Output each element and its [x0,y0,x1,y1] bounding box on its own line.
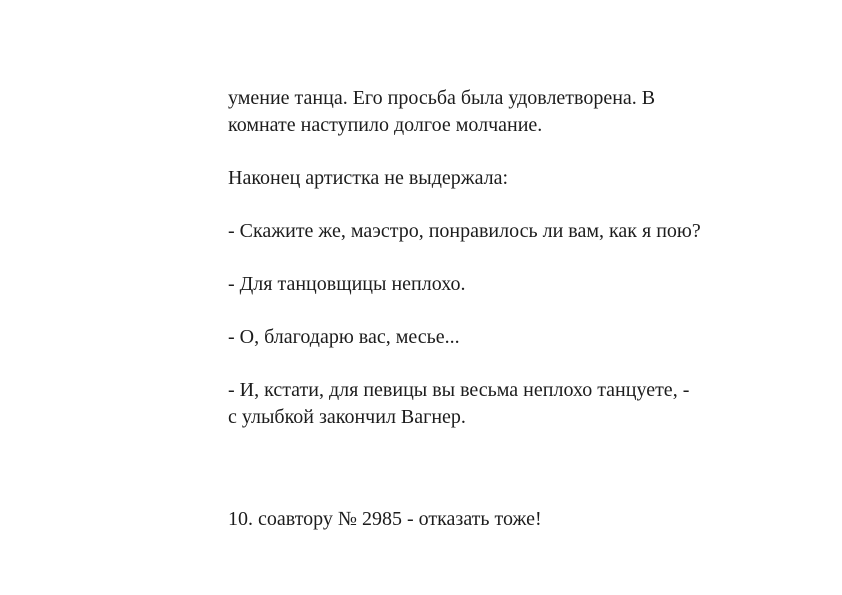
paragraph-text: 10. соавтору № 2985 - отказать тоже! [228,508,542,530]
text-paragraph [228,85,788,139]
text-paragraph [228,165,788,192]
text-paragraph [228,506,788,533]
text-paragraph [228,271,788,298]
paragraph-text: - О, благодарю вас, месье... [228,326,460,348]
paragraph-text: - И, кстати, для певицы вы весьма неплохо танцуете, - с улыбкой закончил Вагнер. [228,379,690,428]
paragraph-text: Наконец артистка не выдержала: [228,167,509,189]
paragraph-text: - Скажите же, маэстро, понравилось ли вам, как я пою? [228,220,701,242]
text-paragraph [228,324,788,351]
text-paragraph [228,377,788,431]
paragraph-text: умение танца. Его просьба была удовлетворена. В комнате наступило долгое молчание. [228,87,656,136]
paragraph-text: - Для танцовщицы неплохо. [228,273,466,295]
text-paragraph [228,218,788,245]
